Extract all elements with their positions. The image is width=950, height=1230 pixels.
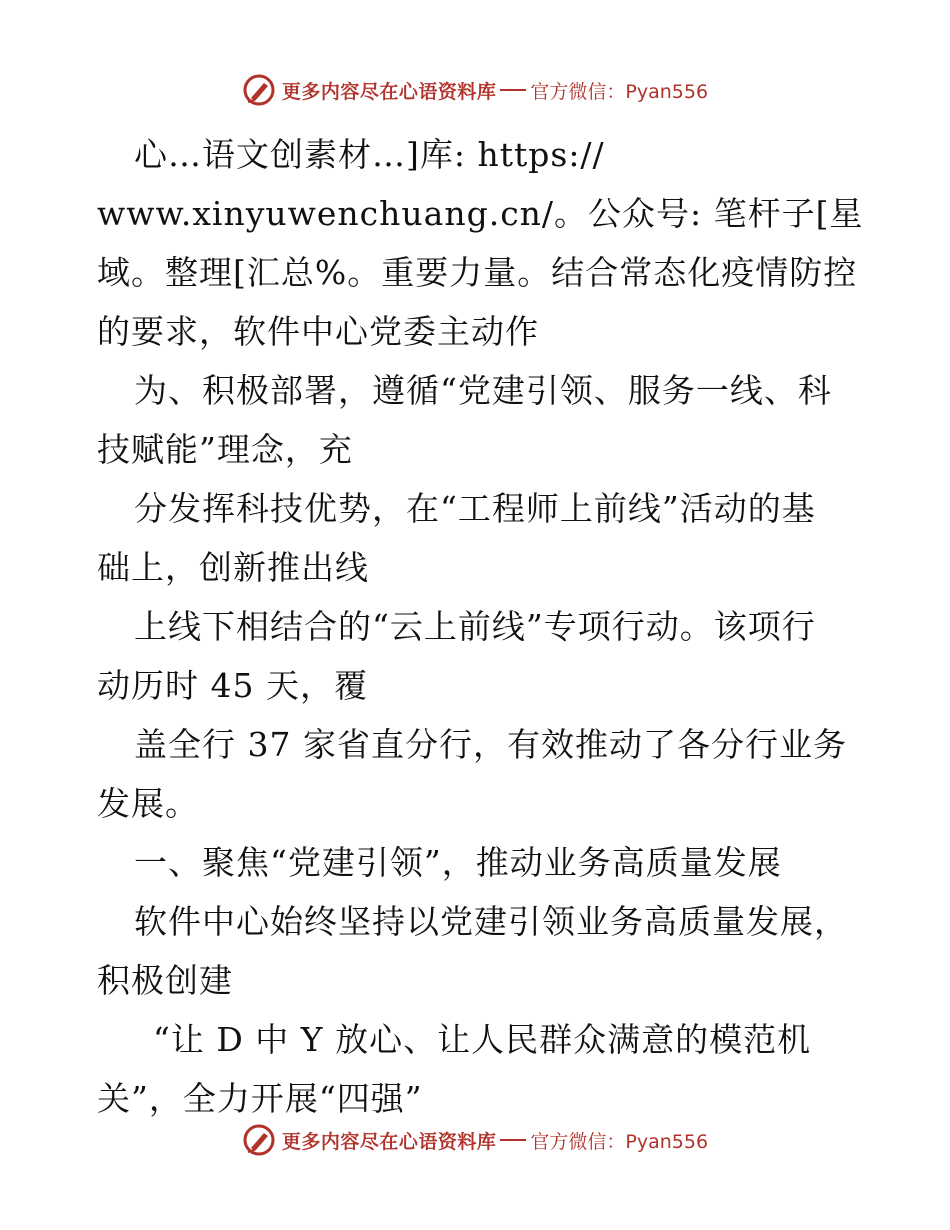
header-banner <box>0 70 950 110</box>
section-heading: 一、聚焦“党建引领”，推动业务高质量发展 <box>134 843 782 882</box>
text-line: “让 D 中 Y 放心、让人民群众满意的模范机 <box>153 1020 812 1059</box>
text-line: 软件中心始终坚持以党建引领业务高质量发展， <box>134 902 848 941</box>
document-body <box>97 125 864 1128</box>
footer-banner <box>0 1120 950 1160</box>
footer-banner-title: 更多内容尽在心语资料库 <box>281 1130 497 1153</box>
header-banner-wechat: 官方微信：Pyan556 <box>530 80 709 103</box>
header-banner-dash <box>500 89 526 91</box>
text-line: 动历时 45 天，覆 <box>97 666 368 705</box>
text-line: 发展。 <box>97 784 199 823</box>
pen-logo-icon <box>242 1123 276 1157</box>
text-line: 的要求，软件中心党委主动作 <box>97 312 539 351</box>
text-line: 心…语文创素材…]库: https:// <box>134 135 605 174</box>
footer-banner-dash <box>500 1139 526 1141</box>
footer-banner-wechat: 官方微信：Pyan556 <box>530 1130 709 1153</box>
text-line: www.xinyuwenchuang.cn/。公众号: 笔杆子[星 <box>97 194 864 233</box>
text-line: 积极创建 <box>97 961 233 1000</box>
text-line: 为、积极部署，遵循“党建引领、服务一线、科 <box>134 371 832 410</box>
text-line: 盖全行 37 家省直分行，有效推动了各分行业务 <box>134 725 847 764</box>
text-line: 础上，创新推出线 <box>97 548 369 587</box>
text-line: 技赋能”理念，充 <box>97 430 353 469</box>
pen-logo-icon <box>242 73 276 107</box>
header-banner-title: 更多内容尽在心语资料库 <box>281 80 497 103</box>
text-line: 关”，全力开展“四强” <box>97 1079 423 1118</box>
text-line: 域。整理[汇总%。重要力量。结合常态化疫情防控 <box>97 253 858 292</box>
text-line: 分发挥科技优势，在“工程师上前线”活动的基 <box>134 489 816 528</box>
text-line: 上线下相结合的“云上前线”专项行动。该项行 <box>134 607 816 646</box>
